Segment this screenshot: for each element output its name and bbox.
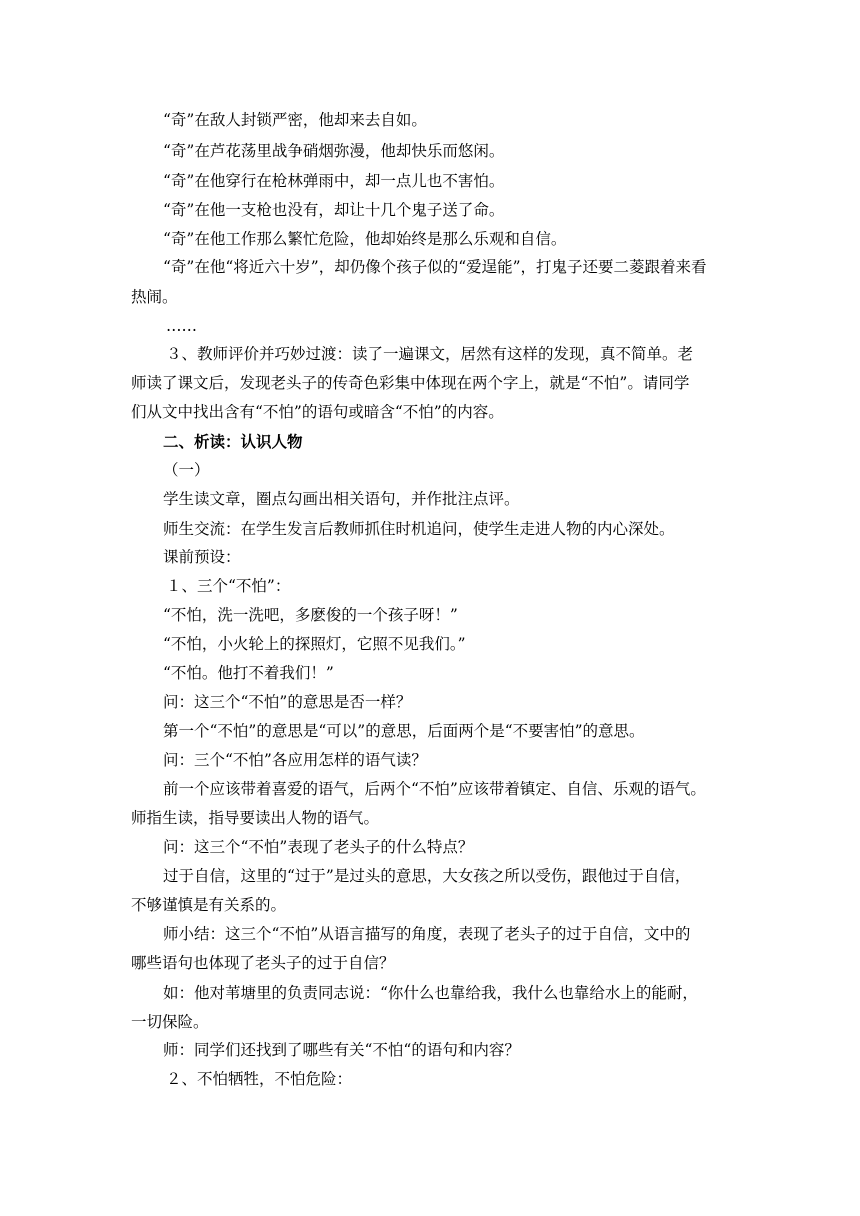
subsection-label: （一） — [163, 461, 210, 479]
text-line: 课前预设： — [163, 548, 241, 566]
text-line: ３、教师评价并巧妙过渡：读了一遍课文，居然有这样的发现，真不简单。老 — [166, 345, 694, 363]
text-line: “奇”在他穿行在枪林弹雨中，却一点儿也不害怕。 — [163, 172, 505, 190]
quote-line: “不怕，洗一洗吧，多麽俊的一个孩子呀！” — [163, 606, 458, 624]
text-line: 过于自信，这里的“过于”是过头的意思，大女孩之所以受伤，跟他过于自信， — [163, 867, 691, 885]
text-line: “奇”在他一支枪也没有，却让十几个鬼子送了命。 — [163, 201, 505, 219]
text-line: “奇”在他“将近六十岁”，却仍像个孩子似的“爱逞能”，打鬼子还要二菱跟着来看 — [163, 258, 707, 276]
text-line: 如：他对苇塘里的负责同志说：“你什么也靠给我，我什么也靠给水上的能耐， — [163, 984, 698, 1002]
text-line: 师读了课文后，发现老头子的传奇色彩集中体现在两个字上，就是“不怕”。请同学 — [131, 374, 690, 392]
text-line: 问：这三个“不怕”表现了老头子的什么特点？ — [163, 838, 474, 856]
text-line: 前一个应该带着喜爱的语气，后两个“不怕”应该带着镇定、自信、乐观的语气。 — [163, 780, 706, 798]
text-line: 师：同学们还找到了哪些有关“不怕“的语句和内容？ — [163, 1041, 520, 1059]
text-line: 学生读文章，圈点勾画出相关语句，并作批注点评。 — [163, 490, 520, 508]
quote-line: “不怕。他打不着我们！” — [163, 664, 334, 682]
text-line: ２、不怕牺牲，不怕危险： — [166, 1070, 353, 1088]
text-line: 不够谨慎是有关系的。 — [131, 896, 287, 914]
text-line: 师指生读，指导要读出人物的语气。 — [131, 809, 380, 827]
text-line: 们从文中找出含有“不怕”的语句或暗含“不怕”的内容。 — [131, 403, 504, 421]
text-line: “奇”在他工作那么繁忙危险，他却始终是那么乐观和自信。 — [163, 230, 567, 248]
text-line: 一切保险。 — [131, 1013, 209, 1031]
text-line: “奇”在芦花荡里战争硝烟弥漫，他却快乐而悠闲。 — [163, 142, 505, 160]
text-line: 师小结：这三个“不怕”从语言描写的角度，表现了老头子的过于自信，文中的 — [163, 925, 691, 943]
ellipsis-line: …… — [166, 317, 197, 335]
text-line: 师生交流：在学生发言后教师抓住时机追问，使学生走进人物的内心深处。 — [163, 520, 675, 538]
text-line: 热闹。 — [131, 288, 178, 306]
text-line: 第一个“不怕”的意思是“可以”的意思，后面两个是“不要害怕”的意思。 — [163, 722, 645, 740]
text-line: “奇”在敌人封锁严密，他却来去自如。 — [163, 111, 427, 129]
quote-line: “不怕，小火轮上的探照灯，它照不见我们。” — [163, 635, 466, 653]
text-line: １、三个“不怕”： — [166, 577, 291, 595]
text-line: 问：这三个“不怕”的意思是否一样？ — [163, 693, 412, 711]
text-line: 哪些语句也体现了老头子的过于自信？ — [131, 954, 395, 972]
text-line: 问：三个“不怕”各应用怎样的语气读？ — [163, 751, 427, 769]
section-heading: 二、析读：认识人物 — [163, 432, 303, 451]
